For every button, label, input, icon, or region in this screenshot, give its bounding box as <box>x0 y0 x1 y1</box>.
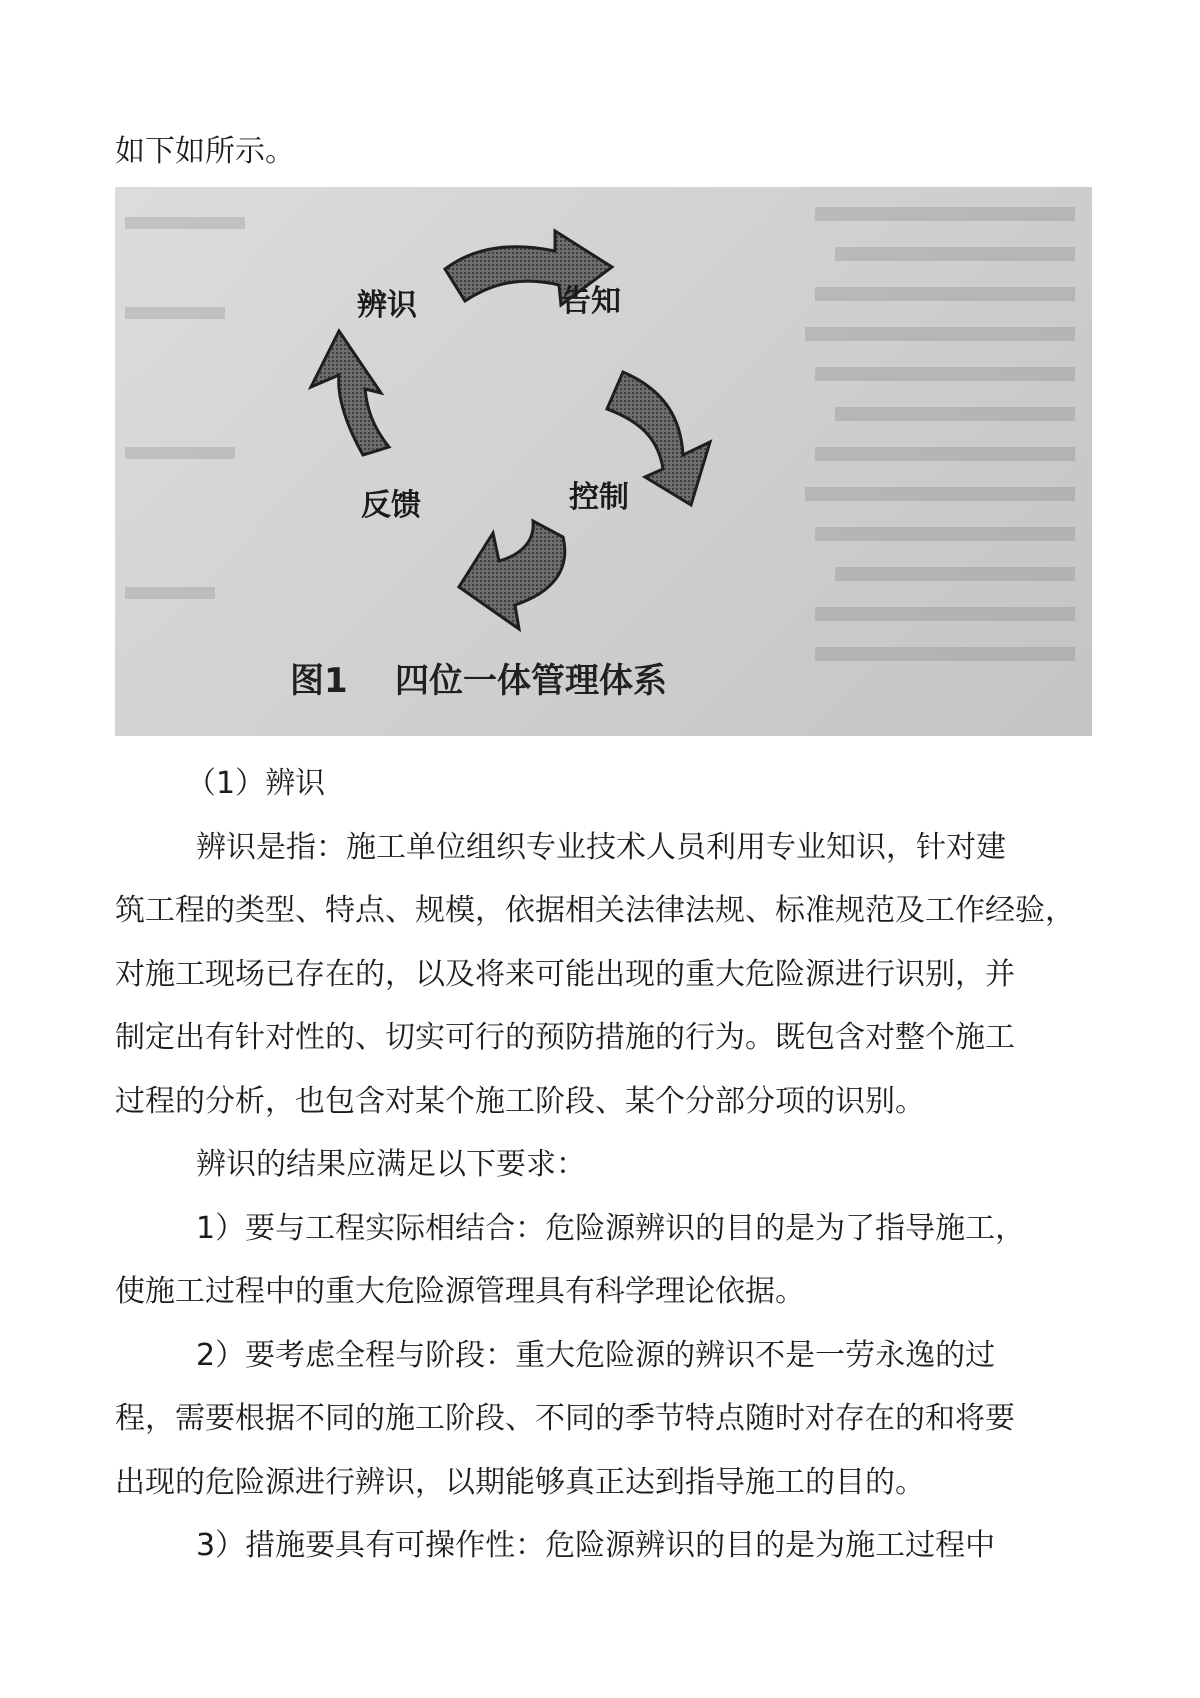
arrow-left-icon <box>459 521 565 629</box>
requirements-intro: 辨识的结果应满足以下要求： <box>196 1147 586 1182</box>
requirement-2-line: 程，需要根据不同的施工阶段、不同的季节特点随时对存在的和将要 <box>115 1401 1015 1436</box>
requirement-3-line: 3）措施要具有可操作性：危险源辨识的目的是为施工过程中 <box>196 1528 996 1563</box>
intro-line: 如下如所示。 <box>115 134 295 169</box>
paragraph-line: 制定出有针对性的、切实可行的预防措施的行为。既包含对整个施工 <box>115 1020 1015 1055</box>
requirement-1-line: 使施工过程中的重大危险源管理具有科学理论依据。 <box>115 1274 805 1309</box>
arrow-up-icon <box>311 331 389 455</box>
requirement-1-line: 1）要与工程实际相结合：危险源辨识的目的是为了指导施工， <box>196 1211 1026 1246</box>
section-heading: （1）辨识 <box>186 766 326 801</box>
paragraph-line: 过程的分析，也包含对某个施工阶段、某个分部分项的识别。 <box>115 1084 925 1119</box>
node-identify: 辨识 <box>357 288 417 323</box>
node-inform: 告知 <box>561 284 621 319</box>
cycle-diagram <box>115 187 1092 736</box>
paragraph-line: 筑工程的类型、特点、规模，依据相关法律法规、标准规范及工作经验， <box>115 893 1075 928</box>
figure-photo <box>115 187 1092 736</box>
node-control: 控制 <box>569 480 629 515</box>
paragraph-line: 辨识是指：施工单位组织专业技术人员利用专业知识，针对建 <box>196 830 1006 865</box>
figure-caption: 图1 四位一体管理体系 <box>290 661 668 701</box>
node-feedback: 反馈 <box>361 488 421 523</box>
requirement-2-line: 出现的危险源进行辨识，以期能够真正达到指导施工的目的。 <box>115 1465 925 1500</box>
requirement-2-line: 2）要考虑全程与阶段：重大危险源的辨识不是一劳永逸的过 <box>196 1338 996 1373</box>
paragraph-line: 对施工现场已存在的，以及将来可能出现的重大危险源进行识别，并 <box>115 957 1015 992</box>
